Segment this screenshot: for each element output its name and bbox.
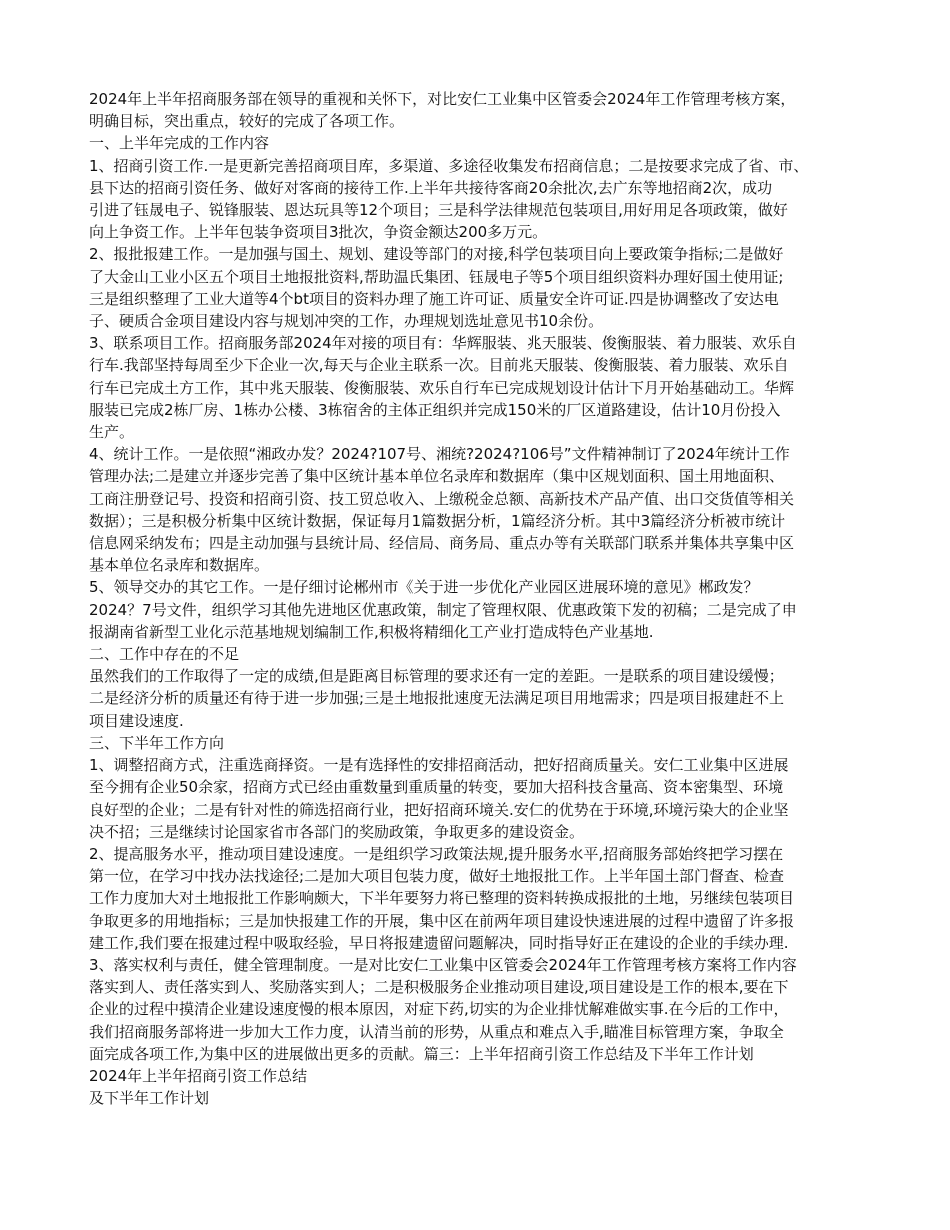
text-line: 2024年上半年招商服务部在领导的重视和关怀下，对比安仁工业集中区管委会2024年工作管理考核方案，	[89, 90, 796, 108]
text-line: 1、调整招商方式，注重选商择资。一是有选择性的安排招商活动，把好招商质量关。安仁工业集中区进展	[89, 756, 789, 775]
text-line: 争取更多的用地指标；三是加快报建工作的开展，集中区在前两年项目建设快速进展的过程中遗留了许多报	[89, 911, 795, 930]
text-line: 1、招商引资工作.一是更新完善招商项目库，多渠道、多途径收集发布招商信息；二是按要求完成了省、市、	[89, 156, 809, 175]
text-line: 企业的过程中摸清企业建设速度慢的根本原因，对症下药,切实的为企业排忧解难做实事.在今后的工作中，	[89, 1000, 789, 1019]
text-line: 5、领导交办的其它工作。一是仔细讨论郴州市《关于进一步优化产业园区进展环境的意见》郴政发？	[89, 578, 759, 597]
text-line: 项目建设速度.	[89, 711, 184, 730]
text-line: 2、报批报建工作。一是加强与国土、规划、建设等部门的对接,科学包装项目向上要政策争指标;二是做好	[89, 245, 784, 264]
text-line: 管理办法;二是建立并逐步完善了集中区统计基本单位名录库和数据库（集中区规划面积、国土用地面积、	[89, 467, 785, 486]
text-line: 虽然我们的工作取得了一定的成绩,但是距离目标管理的要求还有一定的差距。一是联系的项目建设缓慢；	[89, 667, 784, 686]
text-line: 基本单位名录库和数据库。	[89, 556, 270, 575]
text-line: 3、联系项目工作。招商服务部2024年对接的项目有：华辉服装、兆天服装、俊衡服装、着力服装、欢乐自	[89, 334, 797, 353]
text-line: 面完成各项工作,为集中区的进展做出更多的贡献。篇三：上半年招商引资工作总结及下半年工作计划	[89, 1044, 754, 1063]
document-body	[89, 88, 862, 1109]
text-line: 2024？7号文件，组织学习其他先进地区优惠政策，制定了管理权限、优惠政策下发的初稿；二是完成了申	[89, 600, 797, 619]
text-line: 及下半年工作计划	[89, 1089, 210, 1108]
text-line: 生产。	[89, 423, 135, 442]
text-line: 第一位，在学习中找办法找途径;二是加大项目包装力度，做好土地报批工作。上半年国土部门督查、检查	[89, 867, 785, 886]
text-line: 了大金山工业小区五个项目土地报批资料,帮助温氏集团、钰晟电子等5个项目组织资料办理好国土使用证;	[89, 267, 784, 286]
text-line: 三是组织整理了工业大道等4个bt项目的资料办理了施工许可证、质量安全许可证.四是协调整改了安达电	[89, 289, 779, 308]
text-line: 至今拥有企业50余家，招商方式已经由重数量到重质量的转变，要加大招科技含量高、资本密集型、环境	[89, 778, 784, 797]
text-line: 行车已完成土方工作，其中兆天服装、俊衡服装、欢乐自行车已完成规划设计估计下月开始基础动工。华辉	[89, 378, 795, 397]
text-line: 2024年上半年招商引资工作总结	[89, 1066, 308, 1085]
text-line: 4、统计工作。一是依照“湘政办发？2024?107号、湘统?2024?106号”文件精神制订了2024年统计工作	[89, 445, 790, 464]
text-line: 工作力度加大对土地报批工作影响颇大，下半年要努力将已整理的资料转换成报批的土地，另继续包装项目	[89, 889, 795, 908]
text-line: 3、落实权利与责任，健全管理制度。一是对比安仁工业集中区管委会2024年工作管理考核方案将工作内容	[89, 955, 797, 974]
text-line: 我们招商服务部将进一步加大工作力度，认清当前的形势，从重点和难点入手,瞄准目标管理方案，争取全	[89, 1022, 784, 1041]
text-line: 二、工作中存在的不足	[89, 645, 240, 664]
text-line: 决不招；三是继续讨论国家省市各部门的奖励政策，争取更多的建设资金。	[89, 822, 585, 841]
text-line: 明确目标，突出重点，较好的完成了各项工作。	[89, 112, 405, 131]
text-line: 报湖南省新型工业化示范基地规划编制工作,积极将精细化工产业打造成特色产业基地.	[89, 622, 654, 641]
text-line: 良好型的企业；二是有针对性的筛选招商行业，把好招商环境关.安仁的优势在于环境,环境污染大的企业坚	[89, 800, 789, 819]
text-line: 建工作,我们要在报建过程中吸取经验，早日将报建遗留问题解决，同时指导好正在建设的企业的手续办理.	[89, 933, 789, 952]
text-line: 数据）；三是积极分析集中区统计数据，保证每月1篇数据分析，1篇经济分析。其中3篇经济分析被市统计	[89, 511, 786, 530]
text-line: 信息网采纳发布；四是主动加强与县统计局、经信局、商务局、重点办等有关联部门联系并集体共享集中区	[89, 534, 795, 553]
text-line: 引进了钰晟电子、锐锋服装、恩达玩具等12个项目；三是科学法律规范包装项目,用好用足各项政策，做好	[89, 201, 788, 220]
text-line: 服装已完成2栋厂房、1栋办公楼、3栋宿舍的主体正组织并完成150米的厂区道路建设，估计10月份投入	[89, 400, 781, 419]
text-line: 2、提高服务水平，推动项目建设速度。一是组织学习政策法规,提升服务水平,招商服务部始终把学习摆在	[89, 844, 784, 863]
text-line: 子、硬质合金项目建设内容与规划冲突的工作，办理规划选址意见书10余份。	[89, 312, 604, 331]
text-line: 一、上半年完成的工作内容	[89, 134, 270, 153]
text-line: 工商注册登记号、投资和招商引资、技工贸总收入、上缴税金总额、高新技术产品产值、出口交货值等相关	[89, 489, 795, 508]
text-line: 三、下半年工作方向	[89, 733, 225, 752]
text-line: 行车.我部坚持每周至少下企业一次,每天与企业主联系一次。目前兆天服装、俊衡服装、着力服装、欢乐自	[89, 356, 789, 375]
text-line: 县下达的招商引资任务、做好对客商的接待工作.上半年共接待客商20余批次,去广东等地招商2次，成功	[89, 178, 773, 197]
text-line: 落实到人、责任落实到人、奖励落实到人；二是积极服务企业推动项目建设,项目建设是工作的根本,要在下	[89, 978, 789, 997]
text-line: 二是经济分析的质量还有待于进一步加强;三是土地报批速度无法满足项目用地需求；四是项目报建赶不上	[89, 689, 785, 708]
text-line: 向上争资工作。上半年包装争资项目3批次，争资金额达200多万元。	[89, 223, 548, 242]
